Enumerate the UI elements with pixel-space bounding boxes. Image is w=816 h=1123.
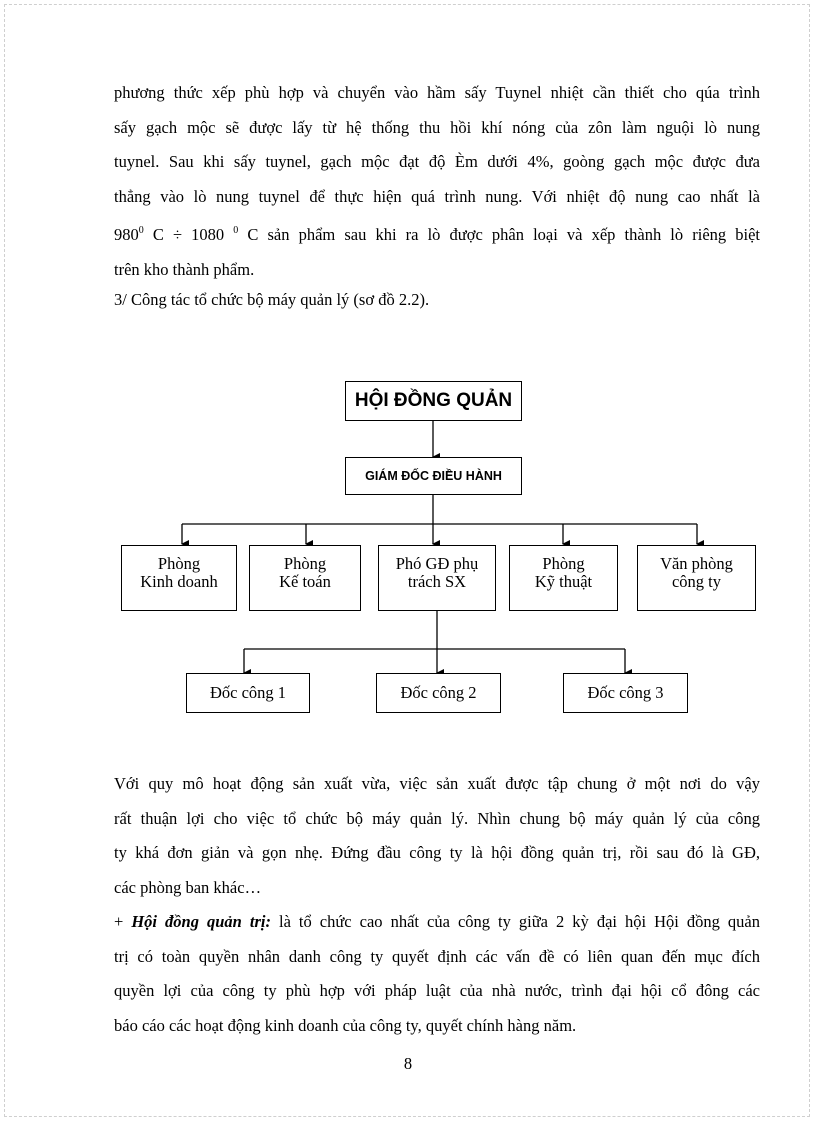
board-definition-text: là tổ chức cao nhất của công ty giữa 2 kỳ đại hội Hội đồng quản <box>270 912 761 931</box>
board-box <box>345 381 522 421</box>
page-number: 8 <box>403 1054 413 1073</box>
dept-label-line1: Văn phòng <box>660 554 733 573</box>
degree-sup-1: 0 <box>138 225 144 237</box>
bullet-prefix: + <box>114 912 132 931</box>
foreman-1-box <box>186 673 310 713</box>
dept-kinh-doanh-box <box>121 545 237 611</box>
foreman-3-box <box>563 673 688 713</box>
dept-van-phong-box <box>637 545 756 611</box>
text-line: phương thức xếp phù hợp và chuyển vào hầm sấy Tuynel nhiệt cần thiết cho qúa trình <box>114 83 760 102</box>
dept-label-line2: Kỹ thuật <box>534 572 593 591</box>
dept-label-line2: trách SX <box>407 572 467 591</box>
intro-paragraph <box>114 76 760 288</box>
dept-label-line1: Phòng <box>157 554 201 573</box>
degree-sup-2: 0 <box>233 225 239 237</box>
temperature-line <box>114 214 760 253</box>
dept-label-line1: Phòng <box>283 554 327 573</box>
foreman-label: Đốc công 3 <box>587 683 664 702</box>
body-paragraph-1 <box>114 767 760 905</box>
text-line: quyền lợi của công ty phù hợp với pháp luật của nhà nước, trình đại hội cổ đông các <box>114 981 760 1001</box>
text-line: ty khá đơn giản và gọn nhẹ. Đứng đầu công ty là hội đồng quản trị, rồi sau đó là GĐ, <box>114 843 760 863</box>
temp-rest: C sản phẩm sau khi ra lò được phân loại và xếp thành lò riêng biệt <box>238 225 761 245</box>
dept-label-line1: Phó GĐ phụ <box>395 554 479 573</box>
dept-label-line1: Phòng <box>542 554 585 573</box>
board-term-label: Hội đồng quản trị: <box>131 912 271 931</box>
text-line: Với quy mô hoạt động sản xuất vừa, việc sản xuất được tập chung ở một nơi do vậy <box>114 774 760 793</box>
temp-start: 980 <box>114 225 139 245</box>
body-paragraph-2 <box>114 905 760 1043</box>
text-line: sấy gạch mộc sẽ được lấy từ hệ thống thu hồi khí nóng của zôn làm nguội lò nung <box>114 117 760 137</box>
dept-label-line2: Kinh doanh <box>140 572 218 591</box>
text-line: tuynel. Sau khi sấy tuynel, gạch mộc đạt độ Èm dưới 4%, goòng gạch mộc được đưa <box>114 152 760 172</box>
text-line: trị có toàn quyền nhân danh công ty quyết định các vấn đề có liên quan đến mục đích <box>114 946 760 966</box>
text-line: rất thuận lợi cho việc tổ chức bộ máy quản lý. Nhìn chung bộ máy quản lý của công <box>114 808 760 828</box>
dept-label-line2: Kế toán <box>279 572 331 591</box>
text-line: thẳng vào lò nung tuynel để thực hiện quá trình nung. Với nhiệt độ nung cao nhất là <box>114 186 760 206</box>
board-label: HỘI ĐỒNG QUẢN <box>354 390 513 411</box>
text-line: trên kho thành phẩm. <box>114 259 255 279</box>
board-definition-line <box>114 905 760 940</box>
director-box <box>345 457 522 495</box>
foreman-label: Đốc công 1 <box>209 683 287 702</box>
dept-label-line2: công ty <box>671 572 722 591</box>
foreman-label: Đốc công 2 <box>400 683 477 702</box>
director-label: GIÁM ĐỐC ĐIỀU HÀNH <box>365 469 502 483</box>
dept-ky-thuat-box <box>509 545 618 611</box>
section-heading: 3/ Công tác tổ chức bộ máy quản lý (sơ đồ 2.2). <box>114 290 430 309</box>
dept-ke-toan-box <box>249 545 361 611</box>
dept-deputy-production-box <box>378 545 496 611</box>
foreman-2-box <box>376 673 501 713</box>
temp-mid: C ÷ 1080 <box>143 225 234 245</box>
text-line: báo cáo các hoạt động kinh doanh của công ty, quyết chính hàng năm. <box>114 1015 577 1035</box>
text-line: các phòng ban khác… <box>114 877 262 897</box>
